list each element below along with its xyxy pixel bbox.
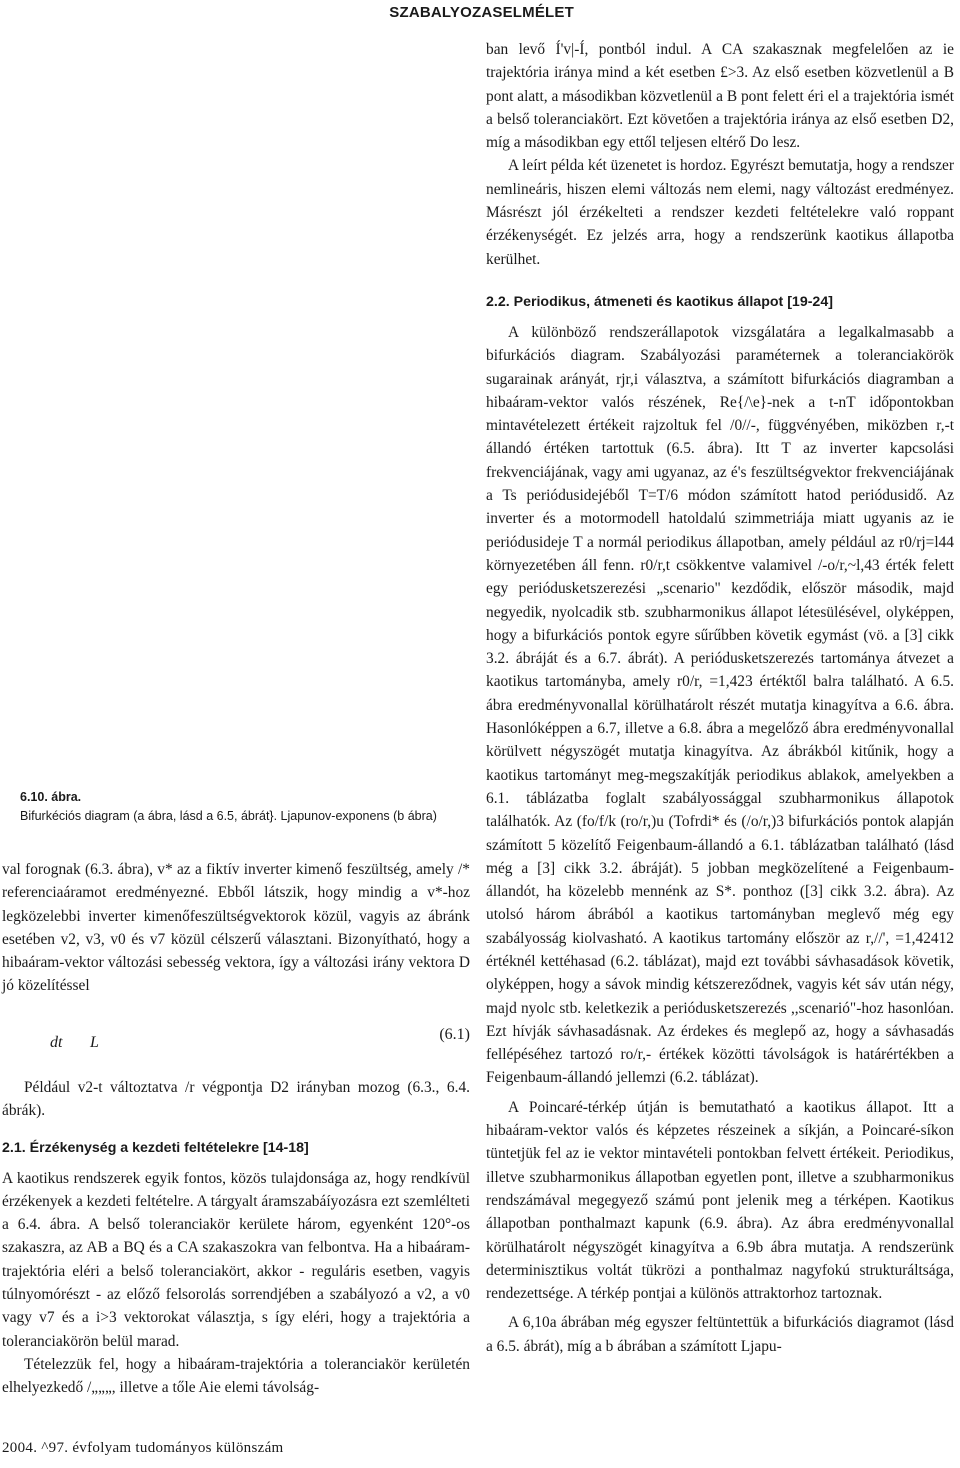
equation-lhs: dt bbox=[50, 1034, 63, 1051]
left-paragraph-4: Tételezzük fel, hogy a hibaáram-trajektória a toleranciakör kerületén elhelyezkedő /„„„, illetve a tőle Aie elemi távolság- bbox=[2, 1355, 470, 1397]
running-title: SZABALYOZASELMÉLET bbox=[389, 4, 574, 21]
page-footer: 2004. ^97. évfolyam tudományos különszám bbox=[2, 1440, 284, 1456]
right-paragraph-5: A 6,10a ábrában még egyszer feltüntettük a bifurkációs diagramot (lásd a 6.5. ábrát), míg a b ábrában a számított Ljapu- bbox=[486, 1314, 954, 1355]
right-paragraph-1: ban levő Í'v|-Í, pontból indul. A CA szakasznak megfelelően az ie trajektória iránya mind a két esetben £>3. Az első esetben közvetlenül a B pont alatt, a másodikban közvetlenül a B pont felett éri el a trajektória ismét a belső toleranciakört. Ezt követően a trajektória iránya az első esetben D2, míg a másodikban egy ettől teljesen eltérő Do lesz. bbox=[486, 41, 954, 152]
equation-number: (6.1) bbox=[439, 1026, 470, 1043]
left-column-bottom bbox=[2, 1076, 470, 1400]
section-heading-2-1: 2.1. Érzékenység a kezdeti feltételekre [14-18] bbox=[2, 1139, 309, 1156]
left-paragraph-1: val forognak (6.3. ábra), v* az a fiktív inverter kimenő feszültség, amely /* referenciaáramot eredményezné. Ebből látszik, hogy mindig a v*-hoz legközelebbi inverter kimenőfeszültségvektorok közül, vagyis az ábránk esetében v2, v3, v0 és v7 közül célszerű választani. Bizonyítható, hogy a hibaáram-vektor változási sebesség vektora, így a változási irány vektora D jó közelítéssel bbox=[2, 861, 470, 995]
left-paragraph-3: A kaotikus rendszerek egyik fontos, közös tulajdonsága az, hogy rendkívül érzékenyek a kezdeti feltételre. A tárgyalt áramszabáíyozásra ezt szemlélteti a 6.4. ábra. A belső toleranciakör kerülete három, egyenként 120°-os szakaszra, az AB a BQ és a CA szakaszokra van felbontva. Ha a hibaáram-trajektória eléri a belső toleranciakört, akkor - reguláris esetben, vagyis túlnyomórészt - az előző felsorolás sorrendjében a szabályozó a v2, a v0 vagy v7 és a i>3 vektorokat választja, s így eléri, hogy a trajektória a toleranciakörön belül marad. bbox=[2, 1169, 470, 1350]
right-column bbox=[486, 38, 954, 1358]
right-paragraph-4: A Poincaré-térkép útján is bemutatható a kaotikus állapot. Itt a hibaáram-vektor valós és képzetes részeinek a síkján, a Poincaré-síkon tüntetjük fel az ie vektor mintavételi pontokban felvett értékeit. Periodikus, illetve szubharmonikus állapotban egyetlen pont, illetve a szubharmonikus rendszámával megegyező számú pont jelenik meg a térképen. Kaotikus állapotban ponthalmazt kapunk (6.9. ábra). Az ábra eredményvonallal körülhatárolt négyszögét kinagyítva a 6.9b ábra mutatja. A rendszerünk determinisztikus voltát tükrözi a ponthalmaz nagyfokú strukturáltsága, rendezettsége. A térkép pontjai a különös attraktorhoz tartoznak. bbox=[486, 1098, 954, 1303]
equation-6-1 bbox=[2, 1026, 470, 1062]
figure-number: 6.10. ábra. bbox=[20, 790, 82, 804]
right-paragraph-3: A különböző rendszerállapotok vizsgálatára a legalkalmasabb a bifurkációs diagram. Szabályozási paraméternek a toleranciakörök sugarainak arányát, rjr,i választva, a számított bifurkációs diagramban a hibaáram-vektor valós részének, Re{/\e}-nek a t-nT időpontokban mintavételezett értékeit rajzoltuk fel /0//-, függvényében, miközben r,-t állandó értéken tartottuk (6.5. ábra). Itt T az inverter kapcsolási frekvenciájának, vagy ami ugyanaz, az é's feszültségvektor frekvenciájának a Ts periódusidejéből T=T/6 módon számított hatod periódusidő. Az inverter és a motormodell hatoldalú szimmetriája miatt ugyanis az ie periódusideje T a normál periodikus állapotban, amely például az r0/rj=l44 környezetében áll fenn. r0/r,t csökkentve valamivel /-o/r,~l,43 érték felett egy periódusketszerezési „scenario" kezdődik, először második, majd negyedik, nyolcadik stb. szubharmonikus állapot létesülésével, olyképpen, hogy a bifurkációs pontok egyre sűrűbben követik egymást (vö. a [3] cikk 3.2. ábráját és a 6.7. ábrát). A periódusketszerezés tartománya átvezet a kaotikus tartományba, amely r0/r, =1,423 értéktől balra található. A 6.5. ábra eredményvonallal körülhatárolt részét mutatja kinagyítva a 6.6. ábra. Hasonlóképpen a 6.7, illetve a 6.8. ábra a megelőző ábra eredményvonallal körülvett négyszögét mutatja kinagyítva. Az ábrákból kitűnik, hogy a kaotikus tartományt meg-megszakítják periodikus ablakok, amelyekben a 6.1. táblázatba foglalt szabályossággal szubharmonikus állapotok találhatók. Az (fo/f/k (ro/r,)u (Tofrdi* és (/o/r,)3 bifurkációs pontok alapján számított 5 közelítő Feigenbaum-állandó a 6.1. táblázatban található (lásd még a [3] cikk 3.2. ábráját). 5 jobban megközelítené a Feigenbaum-állandót, ha közelebb mennénk az S*. ponthoz ([3] cikk 3.2. ábra). Az utolsó három ábrából a kaotikus tartományban meglevő még egy szabályosság kiolvasható. A kaotikus tartomány először az r,//', =1,42412 értéknél kettéhasad (6.2. táblázat), majd ezt további sávhasadások követik, olyképpen, hogy a sávok mindig kétszereződnek, vagyis két sáv után négy, majd nyolc stb. keletkezik a periódusketszerezés ,,scenarió"-hoz hasonlóan. Ezt hívják sávhasadásnak. Az érdekes és meglepő az, hogy a sávhasadás fellépéséhez tartozó ro/r,- értékek közötti távolságok is határértékben a Feigenbaum-állandó jellemzi (6.2. táblázat). bbox=[486, 323, 954, 1087]
figure-caption bbox=[20, 788, 460, 826]
left-paragraph-2: Például v2-t változtatva /r végpontja D2 irányban mozog (6.3., 6.4. ábrák). bbox=[2, 1079, 470, 1120]
right-paragraph-2: A leírt példa két üzenetet is hordoz. Egyrészt bemutatja, hogy a rendszer nemlineáris, hiszen elemi változás nem elemi, nagy változást eredményez. Másrészt jól érzékelteti a rendszer kezdeti feltételekre való roppant érzékenységét. Ez jelzés arra, hogy a rendszerünk kaotikus állapotba kerülhet. bbox=[486, 157, 954, 268]
figure-caption-text: Bifurkéciós diagram (a ábra, lásd a 6.5, ábrát}. Ljapunov-exponens (b ábra) bbox=[20, 809, 437, 823]
equation-mid: L bbox=[90, 1034, 99, 1051]
section-heading-2-2: 2.2. Periodikus, átmeneti és kaotikus állapot [19-24] bbox=[486, 293, 833, 310]
left-column-top bbox=[2, 858, 470, 998]
